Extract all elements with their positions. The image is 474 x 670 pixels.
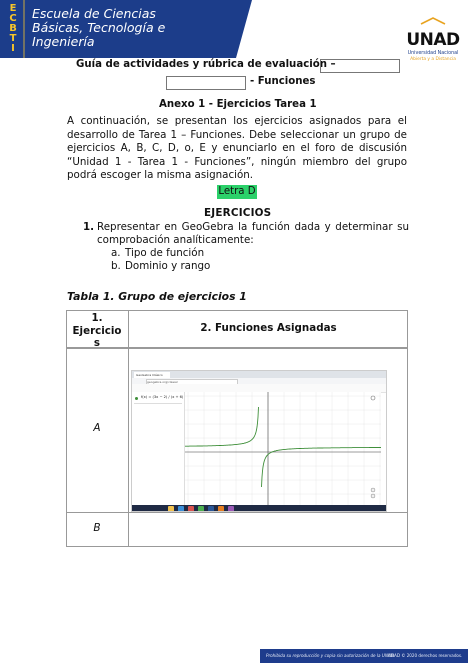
windows-taskbar [132, 505, 387, 512]
table-divider [66, 512, 408, 513]
tag-letter: E [9, 3, 17, 14]
table-row-label: A [93, 422, 101, 434]
tag-letter: I [11, 43, 15, 54]
exercise-text: Representar en GeoGebra la función dada y determinar su comprobación analíticamente: [97, 221, 409, 246]
logo-subtitle-2: Abierta y a Distancia [410, 57, 456, 62]
unad-logo [402, 10, 464, 62]
folder-icon [168, 506, 174, 512]
table-row-label: B [93, 522, 101, 534]
column-header-functions: 2. Funciones Asignadas [200, 322, 337, 334]
school-line: Básicas, Tecnología e [32, 20, 166, 35]
visibility-dot-icon [135, 397, 138, 400]
graphics-view [185, 392, 381, 505]
app-icon [228, 506, 234, 512]
course-name-field[interactable] [320, 59, 400, 73]
school-line: Escuela de Ciencias [32, 6, 156, 21]
app-icon [218, 506, 224, 512]
sub-item-a [111, 247, 204, 260]
sub-item-label: b. [111, 260, 121, 272]
algebra-entry [134, 394, 182, 404]
unit-name-field[interactable] [166, 76, 246, 90]
intro-paragraph: A continuación, se presentan los ejercicios asignados para el desarrollo de Tarea 1 – Funciones. Debe seleccionar un grupo de ejercicios A, B, C, D, o, E y enunciarlo en el foro de discusión “Unidad 1 - Tarea 1 - Funciones”, ningún miembro del grupo podrá escoger la misma asignación. [67, 115, 407, 182]
guide-title: Guía de actividades y rúbrica de evaluación – [76, 59, 336, 70]
column-header-line: 1. [91, 312, 103, 324]
geogebra-screenshot [131, 370, 387, 512]
word-icon [208, 506, 214, 512]
column-header-line: s [93, 337, 101, 349]
school-line: Ingeniería [32, 34, 95, 49]
table-caption: Tabla 1. Grupo de ejercicios 1 [67, 290, 247, 303]
app-icon [198, 506, 204, 512]
school-name [32, 7, 165, 49]
column-header-line: Ejercicio [72, 324, 122, 337]
browser-tabbar [132, 371, 387, 378]
sub-item-label: a. [111, 247, 121, 259]
ecbti-vertical-tag [6, 4, 20, 54]
tag-letter: C [9, 13, 17, 24]
logo-roof-icon [420, 17, 446, 25]
exercises-heading: EJERCICIOS [204, 207, 272, 219]
app-icon [188, 506, 194, 512]
exercise-number: 1. [83, 221, 95, 233]
url-field: geogebra.org/classic [146, 379, 238, 385]
column-header-exercise [66, 312, 128, 350]
tag-letter: B [9, 23, 17, 34]
guide-subtitle: - Funciones [250, 76, 316, 87]
browser-icon [178, 506, 184, 512]
browser-tab: GeoGebra Clásico [134, 372, 170, 378]
taskbar-icons [168, 506, 234, 512]
letra-highlight: Letra D [218, 186, 256, 197]
logo-mark: UNAD [406, 30, 460, 50]
footer-rights: UNAD © 2020 derechos reservados. [388, 653, 463, 658]
annex-title: Anexo 1 - Ejercicios Tarea 1 [159, 99, 317, 110]
logo-subtitle: Universidad Nacional [407, 51, 459, 56]
function-definition: f(x) = (3x − 2) / (x + 6) [141, 395, 184, 399]
sub-item-text: Tipo de función [125, 247, 205, 259]
sub-item-b [111, 260, 210, 273]
algebra-view [132, 392, 185, 505]
sub-item-text: Dominio y rango [125, 260, 211, 272]
tag-letter: T [9, 33, 17, 44]
footer-copyright-notice: Prohibida su reproducción y copia sin autorización de la UNAD. [266, 653, 396, 658]
